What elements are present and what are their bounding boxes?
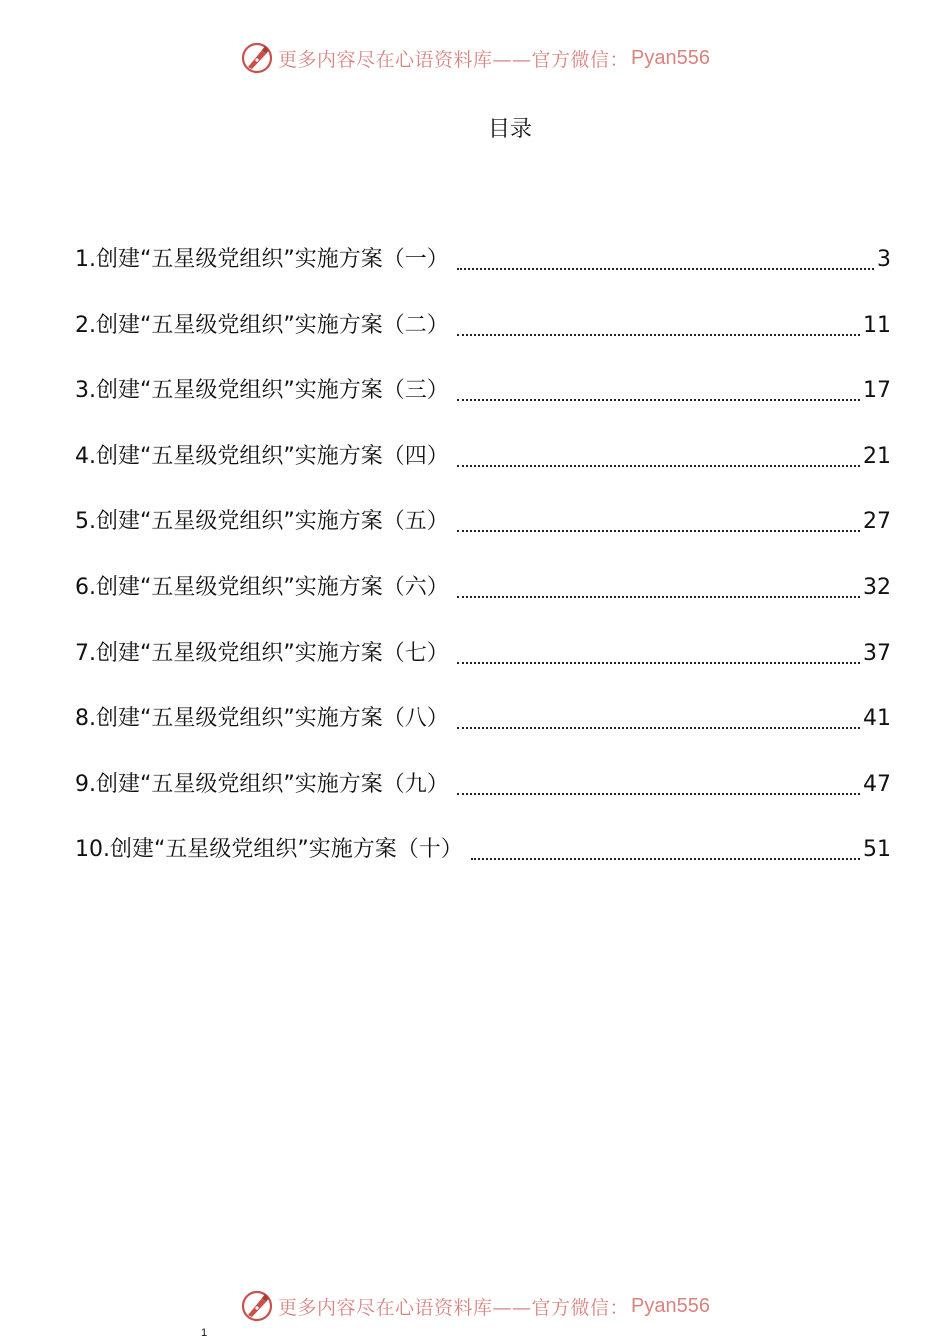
toc-entry[interactable] (75, 699, 891, 765)
toc-entry[interactable] (75, 634, 891, 700)
watermark-wechat-id: Pyan556 (631, 46, 710, 69)
toc-entry-page: 3 (877, 247, 891, 272)
toc-list (75, 240, 891, 896)
toc-entry-page: 17 (863, 378, 891, 404)
toc-entry-label: 5.创建“五星级党组织”实施方案（五） (75, 509, 449, 535)
toc-dot-leader (457, 502, 860, 532)
toc-entry-page: 51 (863, 837, 891, 863)
toc-entry[interactable] (75, 502, 891, 568)
toc-entry-page: 41 (863, 706, 891, 732)
toc-entry-page: 27 (863, 509, 891, 535)
toc-dot-leader (457, 371, 860, 401)
toc-dot-leader (457, 437, 860, 467)
toc-entry-label: 6.创建“五星级党组织”实施方案（六） (75, 574, 449, 600)
toc-entry-page: 37 (863, 640, 891, 666)
toc-entry[interactable] (75, 830, 891, 896)
toc-dot-leader (471, 830, 860, 860)
pen-nib-logo-icon (240, 1289, 274, 1323)
toc-entry-label: 1.创建“五星级党组织”实施方案（一） (75, 247, 449, 272)
toc-entry[interactable] (75, 437, 891, 503)
toc-dot-leader (457, 699, 860, 729)
watermark-text: 更多内容尽在心语资料库——官方微信： (278, 1296, 630, 1319)
page-title: 目录 (487, 117, 532, 142)
toc-entry[interactable] (75, 765, 891, 831)
toc-dot-leader (457, 634, 860, 664)
footer-watermark (0, 1286, 950, 1326)
toc-entry-page: 47 (863, 771, 891, 797)
header-watermark (0, 38, 950, 78)
toc-dot-leader (457, 765, 860, 795)
pen-nib-logo-icon (240, 41, 274, 75)
toc-dot-leader (457, 306, 860, 336)
toc-entry-label: 9.创建“五星级党组织”实施方案（九） (75, 771, 449, 797)
toc-dot-leader (457, 240, 874, 270)
toc-entry-label: 4.创建“五星级党组织”实施方案（四） (75, 443, 449, 469)
toc-entry[interactable] (75, 568, 891, 634)
toc-entry[interactable] (75, 306, 891, 372)
toc-entry-label: 10.创建“五星级党组织”实施方案（十） (75, 837, 463, 863)
toc-entry-label: 3.创建“五星级党组织”实施方案（三） (75, 378, 449, 404)
toc-entry-label: 8.创建“五星级党组织”实施方案（八） (75, 706, 449, 732)
toc-dot-leader (457, 568, 860, 598)
watermark-wechat-id: Pyan556 (631, 1294, 710, 1317)
toc-entry[interactable] (75, 240, 891, 306)
toc-entry-page: 11 (863, 312, 891, 338)
watermark-text: 更多内容尽在心语资料库——官方微信： (278, 48, 630, 71)
toc-entry-page: 21 (863, 443, 891, 469)
page-number: 1 (201, 1327, 208, 1339)
toc-entry-label: 7.创建“五星级党组织”实施方案（七） (75, 640, 449, 666)
toc-entry[interactable] (75, 371, 891, 437)
toc-entry-label: 2.创建“五星级党组织”实施方案（二） (75, 312, 449, 338)
toc-entry-page: 32 (863, 574, 891, 600)
